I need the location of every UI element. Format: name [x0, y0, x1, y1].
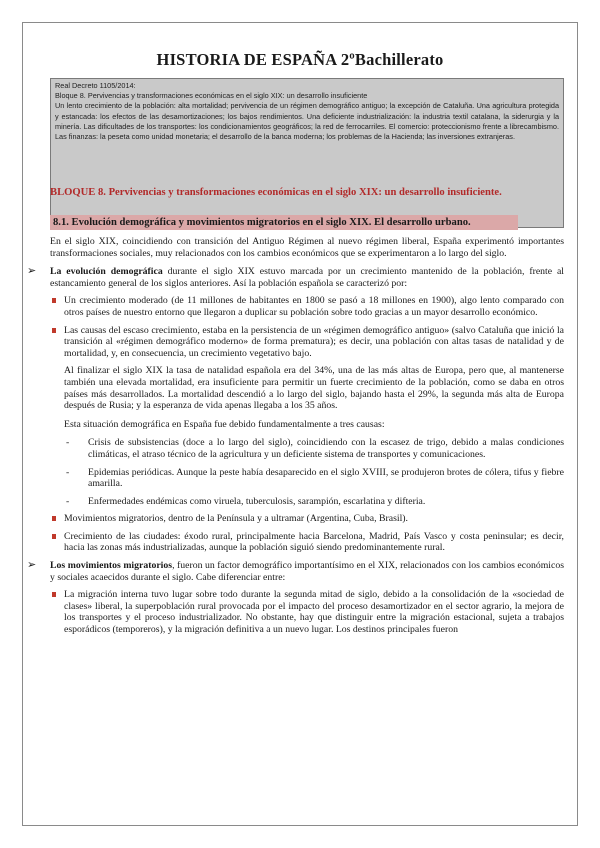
square-bullet-icon [52, 592, 56, 597]
list-item [50, 467, 564, 490]
square-bullet-icon [52, 298, 56, 303]
natalidad-paragraph: Al finalizar el siglo XIX la tasa de natalidad española era del 34%, una de las más altas de Europa, pero que, al mantenerse también una elevada mortalidad, era insuficiente para permitir un fuerte crecimiento de la población, como se daba en otros países más desarrollados. La mortalidad descendió a lo largo del siglo, bajando hasta el 29%, la segunda más alta de Europa después de Rusia; y la esperanza de vida apenas llegaba a los 35 años. [64, 365, 564, 412]
list-item-text: Crecimiento de las ciudades: éxodo rural, principalmente hacia Barcelona, Madrid, País Vasco y costa peninsular; es decir, hacia las zonas más industrializadas, aunque la población siguió siendo predominantemente rural. [64, 530, 564, 554]
decree-reference: Real Decreto 1105/2014: [55, 81, 136, 90]
evolucion-lead: La evolución demográfica [50, 266, 163, 278]
migratorios-lead: Los movimientos migratorios [50, 560, 173, 572]
arrow-bullet-icon: ➢ [27, 558, 37, 572]
list-item-text: La migración interna tuvo lugar sobre todo durante la segunda mitad de siglo, debido a la consolidación de la «sociedad de clases» liberal, la superpoblación rural provocada por el impacto del proceso desamortizador en el sector agrario, la mejora de los transportes y el proceso industrializador. No obstante, hay que distinguir entre la migración estacional, sujeta a trabajos esporádicos (temporeros), y la migración definitiva a un nuevo lugar. Los destinos principales fueron [64, 589, 564, 636]
evolucion-section [27, 264, 564, 289]
list-item-text: Epidemias periódicas. Aunque la peste había desaparecido en el siglo XVIII, se produjeron brotes de cólera, tifus y fiebre amarilla. [88, 466, 564, 490]
list-item-text: Movimientos migratorios, dentro de la Península y a ultramar (Argentina, Cuba, Brasil). [64, 513, 408, 525]
square-bullet-icon [52, 328, 56, 333]
list-item-text: Las causas del escaso crecimiento, estaba en la persistencia de un «régimen demográfico antiguo» (salvo Cataluña que inició la transición al «régimen demográfico moderno» de forma prematura); es decir, una población con altas tasas de natalidad y de mortalidad, y, en consecuencia, un crecimiento vegetativo bajo. [64, 324, 564, 359]
square-bullet-icon [52, 516, 56, 521]
list-item-text: Enfermedades endémicas como viruela, tuberculosis, sarampión, escarlatina y difteria. [88, 495, 426, 507]
square-bullet-icon [52, 534, 56, 539]
list-item-text: Un crecimiento moderado (de 11 millones de habitantes en 1800 se pasó a 18 millones en 1900), algo lento comparado con otros países de nuestro entorno que llegaron a duplicar su población sobre todo gracias a un mayor desarrollo económico. [64, 295, 564, 318]
page-title: HISTORIA DE ESPAÑA 2ºBachillerato [156, 50, 444, 69]
dash-bullet: - [66, 437, 70, 449]
intro-paragraph: En el siglo XIX, coincidiendo con transición del Antiguo Régimen al nuevo régimen liberal, España experimentó importantes transformaciones sociales, muy relacionados con los cambios económicos que se experimentaron a lo largo del siglo. [50, 236, 564, 259]
list-item [50, 531, 564, 554]
list-item [50, 513, 564, 525]
list-item [50, 496, 564, 508]
arrow-bullet-icon: ➢ [27, 264, 37, 278]
list-item [50, 325, 564, 360]
list-item [50, 295, 564, 318]
causas-paragraph: Esta situación demográfica en España fue debido fundamentalmente a tres causas: [64, 418, 385, 430]
migratorios-section [27, 558, 564, 583]
main-content [27, 236, 564, 642]
decree-block: Bloque 8. Pervivencias y transformaciones económicas en el siglo XIX: un desarrollo insuficiente [55, 91, 368, 101]
block-heading: BLOQUE 8. Pervivencias y transformaciones económicas en el siglo XIX: un desarrollo insuficiente. [50, 187, 502, 198]
list-item [50, 589, 564, 635]
list-item-text: Crisis de subsistencias (doce a lo largo del siglo), coincidiendo con la escasez de trigo, debido a malas condiciones climáticas, el atraso técnico de la agricultura y un deficiente sistema de transportes y comunicaciones. [88, 437, 564, 460]
section-heading: 8.1. Evolución demográfica y movimientos migratorios en el siglo XIX. El desarrollo urbano. [50, 215, 518, 230]
decree-contents: Un lento crecimiento de la población: alta mortalidad; pervivencia de un régimen demográfico antiguo; la excepción de Cataluña. Una agricultura protegida y estancada: los efectos de las desamortizaciones; los bajos rendimientos. Una deficiente industrialización: la industria textil catalana, la siderurgia y la minería. Las dificultades de los transportes: los condicionamientos geográficos; la red de ferrocarriles. El comercio: proteccionismo frente a librecambismo. Las finanzas: la peseta como unidad monetaria; el desarrollo de la banca moderna; los problemas de la Hacienda; las inversiones extranjeras. [55, 101, 559, 142]
decree-box [50, 78, 564, 228]
dash-bullet: - [66, 466, 70, 478]
list-item [50, 437, 564, 460]
dash-bullet: - [66, 495, 70, 507]
evolucion-text: durante el siglo XIX estuvo marcada por un crecimiento mantenido de la población, frente al estancamiento general de los siglos anteriores. Así la población española se caracterizó por: [50, 266, 564, 289]
migratorios-text: , fueron un factor demográfico importantísimo en el XIX, relacionados con los cambios económicos y sociales acaecidos durante el siglo. Cabe diferenciar entre: [50, 560, 564, 583]
